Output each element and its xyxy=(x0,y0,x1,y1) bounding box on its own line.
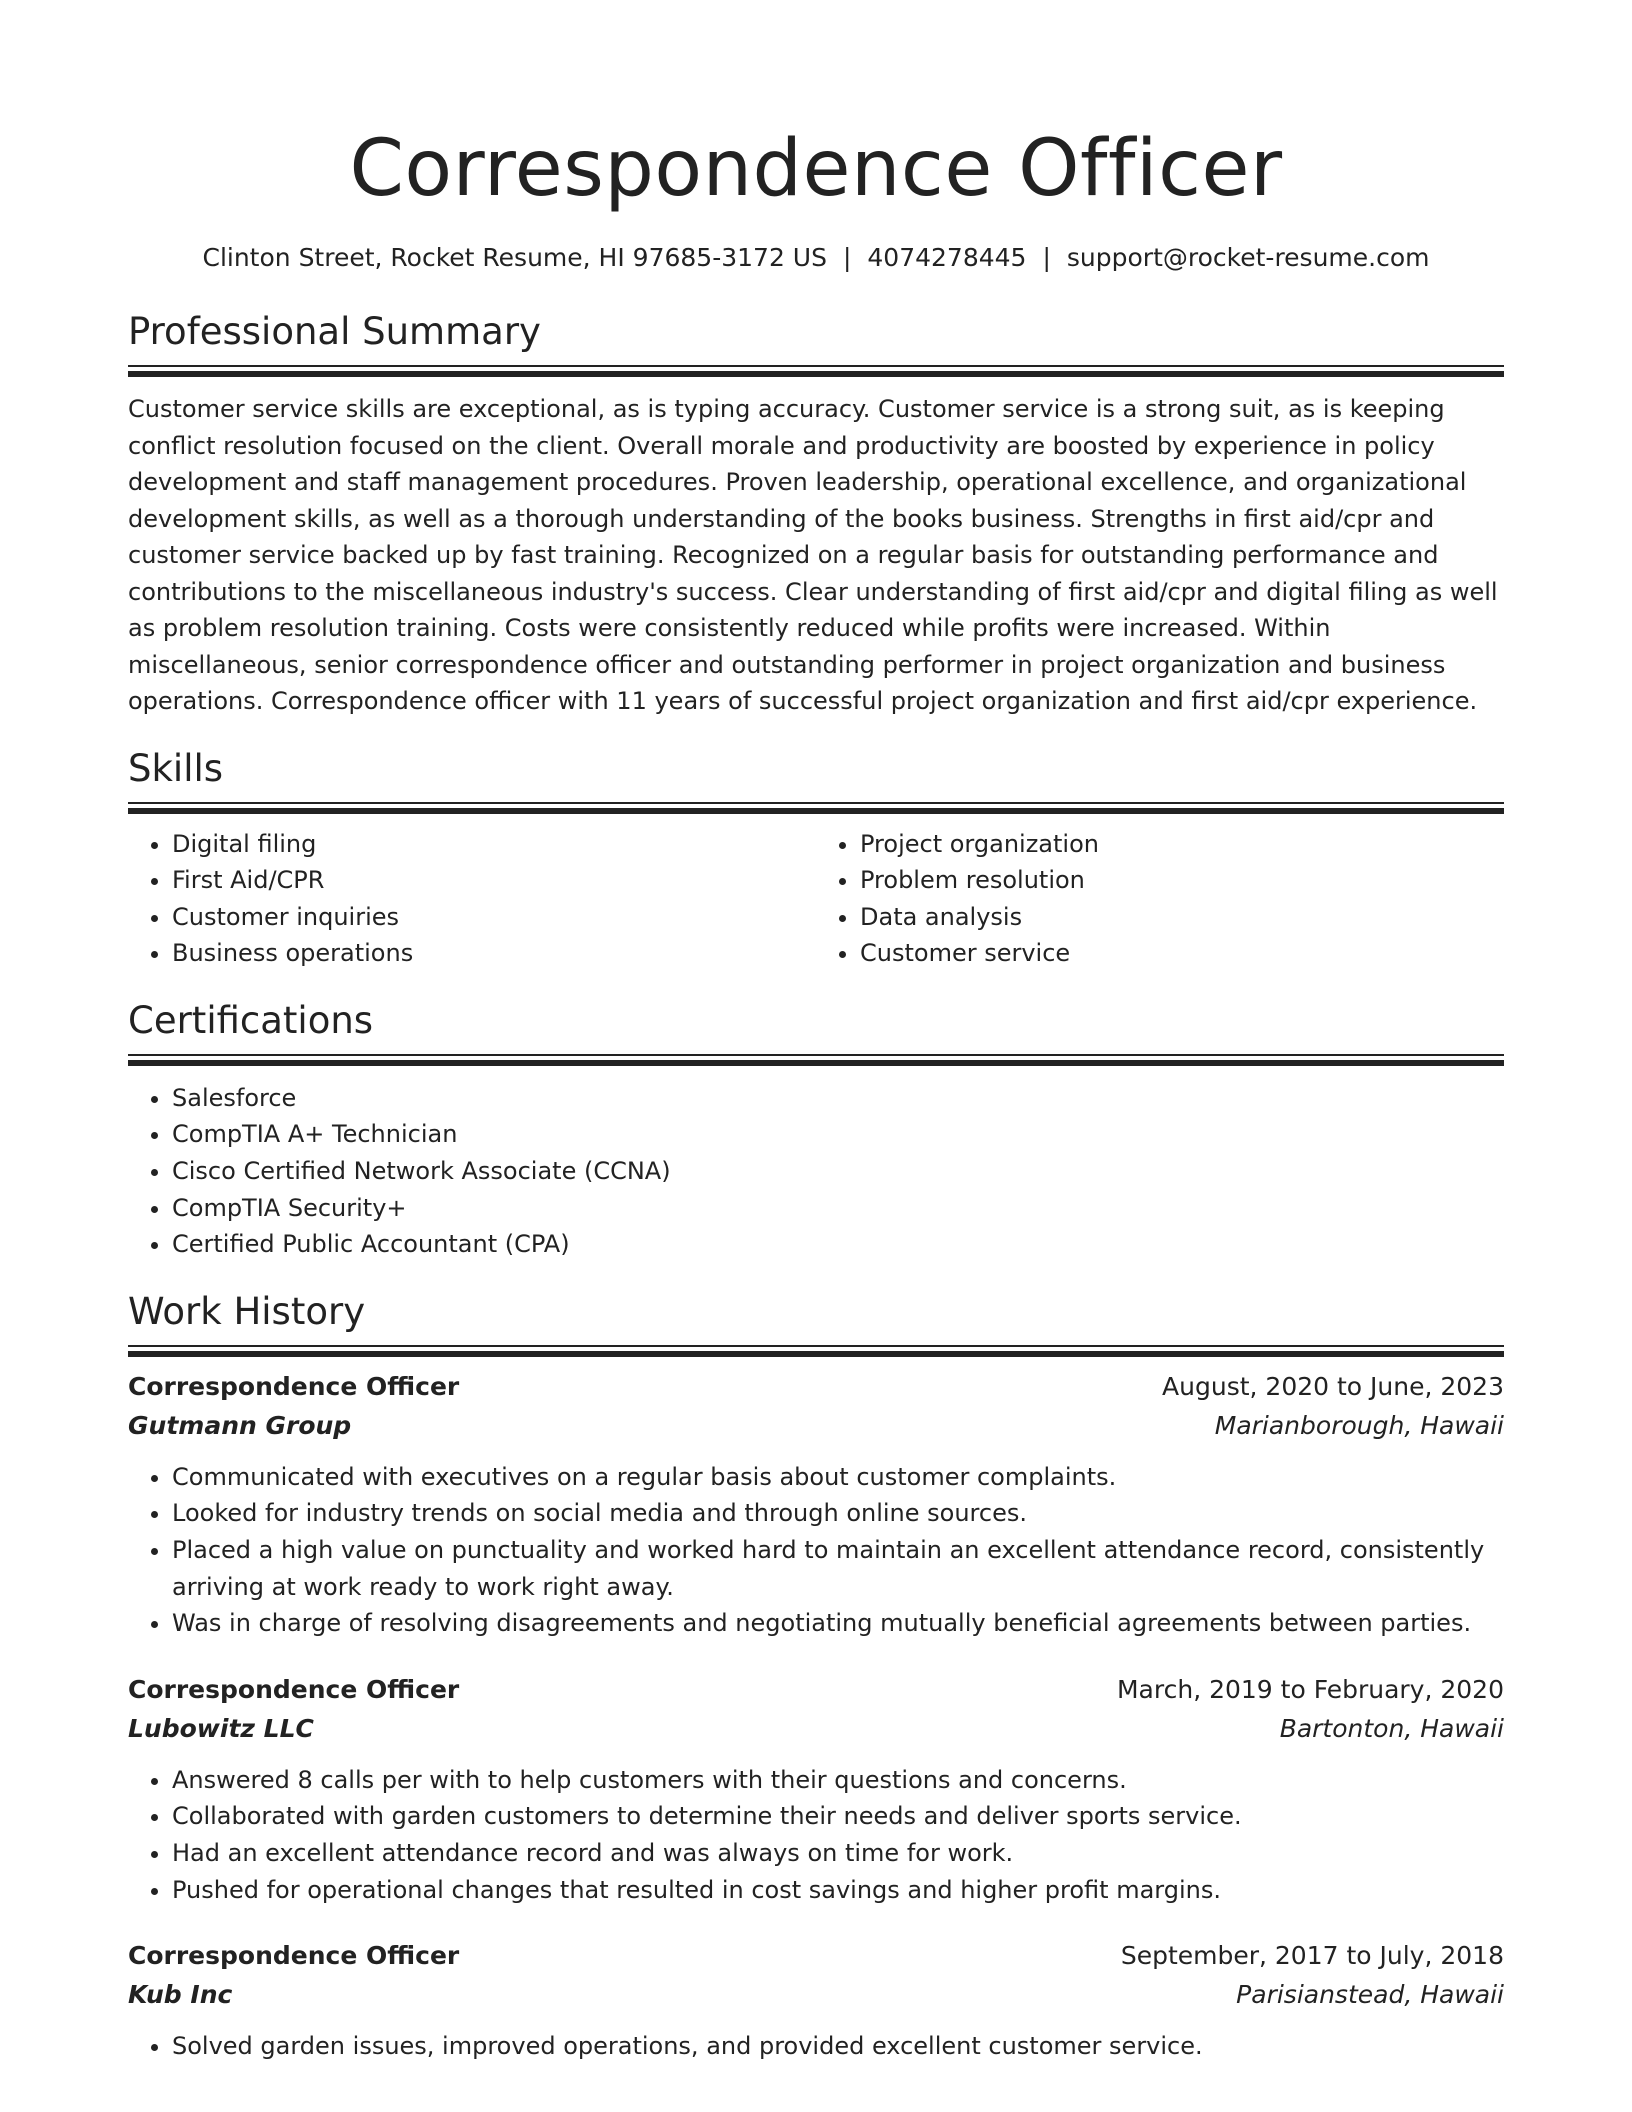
contact-line xyxy=(128,242,1504,274)
list-item: • Customer inquiries xyxy=(172,899,816,936)
job-dates: March, 2019 to February, 2020 xyxy=(1116,1674,1504,1704)
job-entry xyxy=(128,1670,1504,1908)
list-item: • Customer service xyxy=(860,935,1504,972)
list-item: • Problem resolution xyxy=(860,862,1504,899)
job-company: Kub Inc xyxy=(128,1980,233,2010)
list-item: • Business operations xyxy=(172,935,816,972)
section-title-skills: Skills xyxy=(128,746,224,790)
resume-name: Correspondence Officer xyxy=(349,124,1283,214)
section-title-certifications: Certifications xyxy=(128,998,374,1042)
job-bullets xyxy=(128,2028,1504,2065)
job-title: Correspondence Officer xyxy=(128,1371,460,1401)
resume-page xyxy=(128,0,1504,2065)
list-item: • Pushed for operational changes that resulted in cost savings and higher profit margins. xyxy=(172,1872,1504,1909)
job-location: Parisianstead, Hawaii xyxy=(1236,1980,1504,2010)
contact-address: Clinton Street, Rocket Resume, HI 97685-3172 US xyxy=(202,243,827,272)
job-title: Correspondence Officer xyxy=(128,1674,460,1704)
list-item: • Had an excellent attendance record and was always on time for work. xyxy=(172,1835,1504,1872)
list-item: • Answered 8 calls per with to help customers with their questions and concerns. xyxy=(172,1762,1504,1799)
job-subheader xyxy=(128,1709,1504,1748)
job-company: Gutmann Group xyxy=(128,1410,352,1440)
job-dates: August, 2020 to June, 2023 xyxy=(1162,1371,1504,1401)
section-title-summary: Professional Summary xyxy=(128,310,541,353)
job-entry xyxy=(128,1936,1504,2065)
list-item: • Cisco Certified Network Associate (CCNA) xyxy=(172,1153,1504,1190)
skills-list-left xyxy=(128,826,816,972)
job-company: Lubowitz LLC xyxy=(128,1713,314,1743)
section-title-work-history: Work History xyxy=(128,1289,366,1333)
job-header xyxy=(128,1367,1504,1406)
job-bullets xyxy=(128,1762,1504,1908)
contact-phone: 4074278445 xyxy=(867,243,1027,272)
job-location: Bartonton, Hawaii xyxy=(1279,1713,1504,1743)
list-item: • Solved garden issues, improved operations, and provided excellent customer service. xyxy=(172,2028,1504,2065)
skills-grid xyxy=(128,826,1504,972)
list-item: • Salesforce xyxy=(172,1080,1504,1117)
certifications-section xyxy=(128,998,1504,1263)
list-item: • Certified Public Accountant (CPA) xyxy=(172,1226,1504,1263)
section-divider xyxy=(128,1345,1504,1359)
job-subheader xyxy=(128,1406,1504,1445)
summary-text: Customer service skills are exceptional, as is typing accuracy. Customer service is a strong suit, as is keeping conflict resolution focused on the client. Overall morale and productivity are boosted by experience in policy development and staff management procedures. Proven leadership, operational excellence, and organizational development skills, as well as a thorough understanding of the books business. Strengths in first aid/cpr and customer service backed up by fast training. Recognized on a regular basis for outstanding performance and contributions to the miscellaneous industry's success. Clear understanding of first aid/cpr and digital filing as well as problem resolution training. Costs were consistently reduced while profits were increased. Within miscellaneous, senior correspondence officer and outstanding performer in project organization and business operations. Correspondence officer with 11 years of successful project organization and first aid/cpr experience. xyxy=(128,395,1498,715)
list-item: • Placed a high value on punctuality and worked hard to maintain an excellent attendance record, consistently arriving at work ready to work right away. xyxy=(172,1532,1504,1605)
job-location: Marianborough, Hawaii xyxy=(1214,1410,1504,1440)
section-divider xyxy=(128,802,1504,816)
summary-section xyxy=(128,309,1504,720)
contact-email: support@rocket-resume.com xyxy=(1066,243,1430,272)
job-bullets xyxy=(128,1459,1504,1642)
list-item: • Communicated with executives on a regular basis about customer complaints. xyxy=(172,1459,1504,1496)
list-item: • Data analysis xyxy=(860,899,1504,936)
list-item: • Looked for industry trends on social media and through online sources. xyxy=(172,1495,1504,1532)
job-dates: September, 2017 to July, 2018 xyxy=(1120,1941,1504,1971)
job-entry xyxy=(128,1367,1504,1642)
job-title: Correspondence Officer xyxy=(128,1941,460,1971)
job-header xyxy=(128,1670,1504,1709)
job-header xyxy=(128,1936,1504,1975)
list-item: • Digital filing xyxy=(172,826,816,863)
contact-separator: | xyxy=(842,243,852,272)
certifications-list xyxy=(128,1080,1504,1263)
skills-section xyxy=(128,746,1504,972)
list-item: • CompTIA A+ Technician xyxy=(172,1116,1504,1153)
section-divider xyxy=(128,1054,1504,1068)
job-subheader xyxy=(128,1975,1504,2014)
work-history-section xyxy=(128,1289,1504,2065)
skills-list-right xyxy=(816,826,1504,972)
section-divider xyxy=(128,365,1504,379)
contact-separator: | xyxy=(1042,243,1051,272)
list-item: • Was in charge of resolving disagreements and negotiating mutually beneficial agreements between parties. xyxy=(172,1605,1504,1642)
list-item: • CompTIA Security+ xyxy=(172,1190,1504,1227)
list-item: • Project organization xyxy=(860,826,1504,863)
list-item: • First Aid/CPR xyxy=(172,862,816,899)
list-item: • Collaborated with garden customers to determine their needs and deliver sports service. xyxy=(172,1798,1504,1835)
